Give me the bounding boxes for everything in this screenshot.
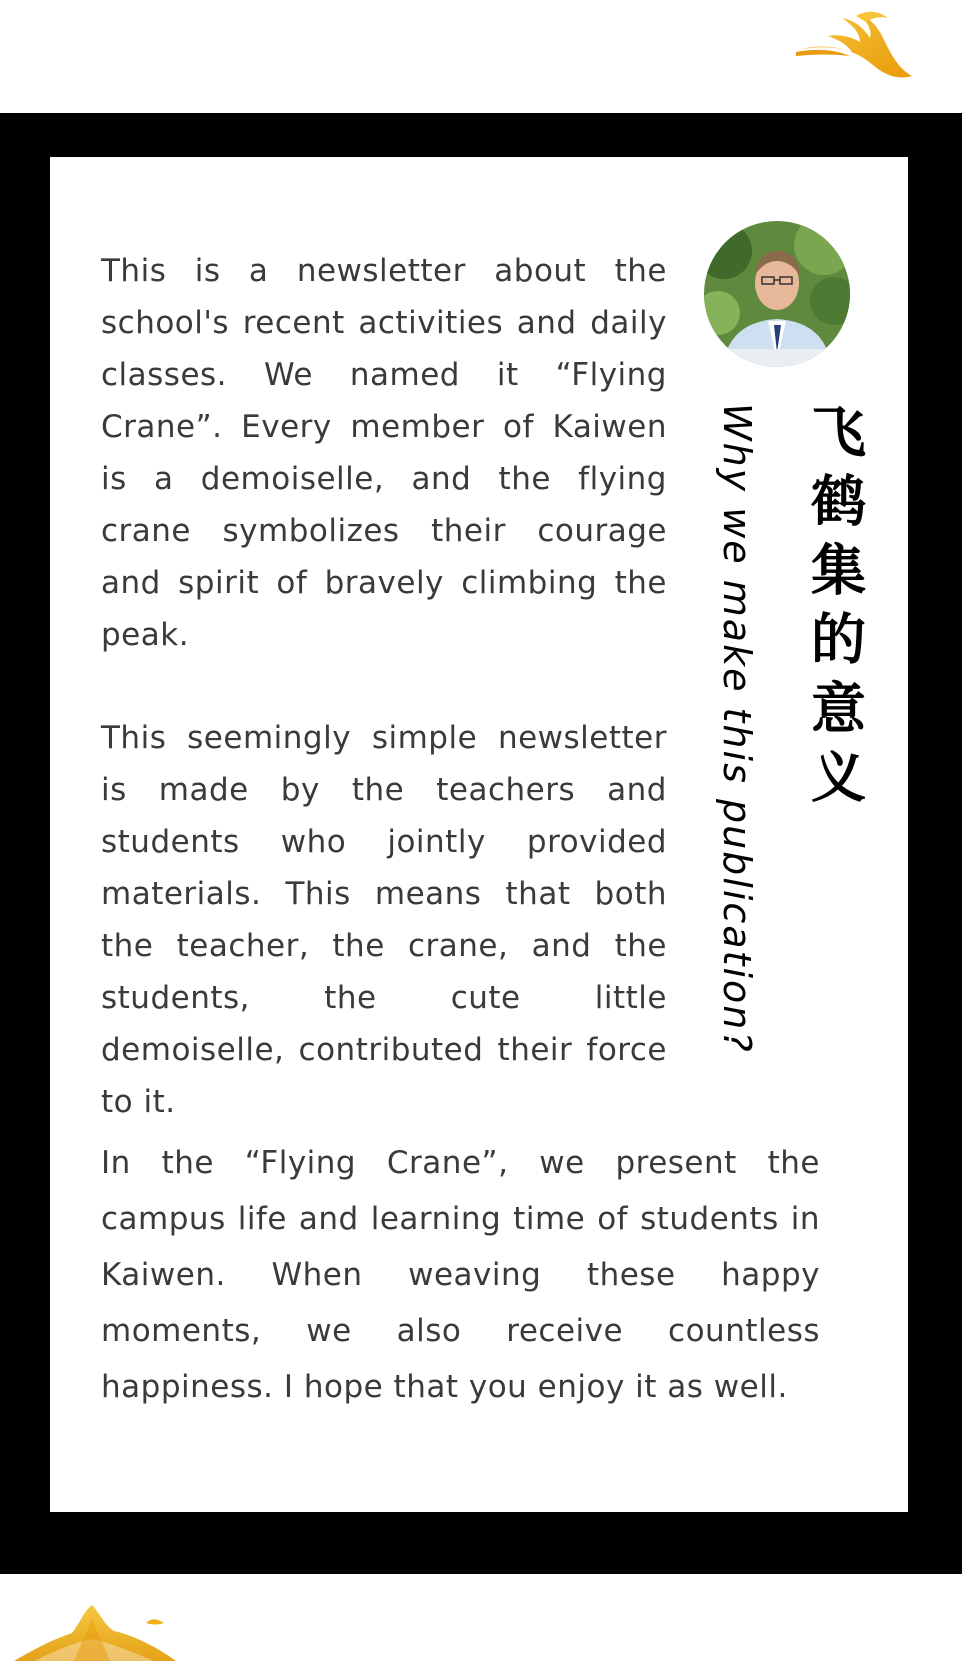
article-title-en: Why we make this publication? xyxy=(715,403,759,1054)
avatar xyxy=(704,221,850,367)
black-frame xyxy=(0,113,962,1574)
golden-mountain-icon xyxy=(14,1599,190,1661)
closing-paragraph: In the “Flying Crane”, we present the campus life and learning time of students in Kaiwen. When weaving these happy moments, we also receive countless happiness. I hope that you enjoy it as well. xyxy=(101,1145,820,1405)
article-title-cn: 飞鹤集的意义 xyxy=(802,403,866,817)
makers-paragraph: This seemingly simple newsletter is made by the teachers and students who jointly provided materials. This means that both the teacher, the crane, and the students, the cute little demoiselle, contributed their force to it. xyxy=(101,720,667,1120)
article-panel xyxy=(50,157,908,1512)
flying-crane-icon xyxy=(796,6,914,86)
teacher-portrait-icon xyxy=(704,221,850,367)
intro-paragraph: This is a newsletter about the school's recent activities and daily classes. We named it “Flying Crane”. Every member of Kaiwen is a demoiselle, and the flying crane symbolizes their courage and spirit of bravely climbing the peak. xyxy=(101,253,667,653)
